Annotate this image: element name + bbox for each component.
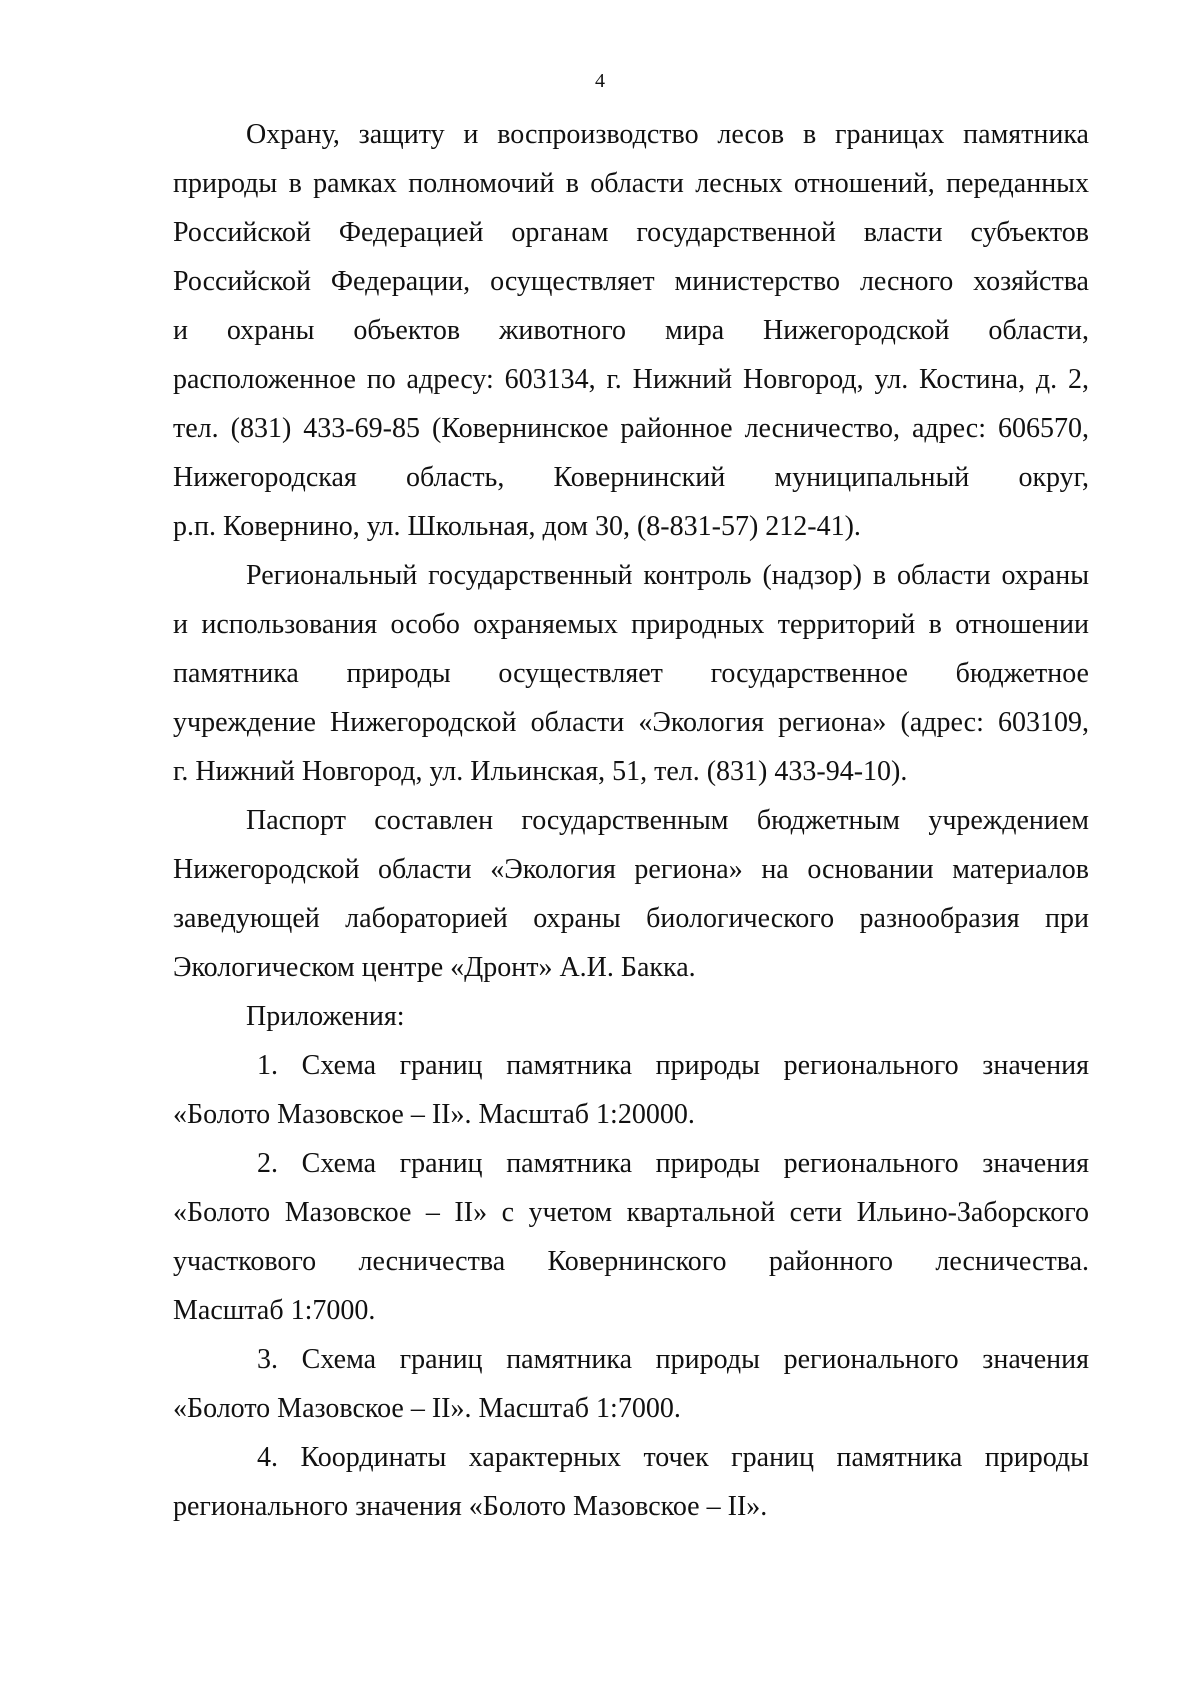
paragraph-passport: [173, 796, 1089, 992]
paragraph-forest-protection: [173, 110, 1089, 551]
text-line: Российской Федерацией органам государственной власти субъектов: [173, 217, 1089, 248]
text-line: 1. Схема границ памятника природы регионального значения: [257, 1050, 1089, 1081]
text-line: г. Нижний Новгород, ул. Ильинская, 51, тел. (831) 433-94-10).: [173, 756, 908, 787]
page-number: 4: [595, 70, 605, 92]
text-line: тел. (831) 433-69-85 (Ковернинское районное лесничество, адрес: 606570,: [173, 413, 1089, 444]
text-line: «Болото Мазовское – II» с учетом квартальной сети Ильино-Заборского: [173, 1197, 1089, 1228]
appendix-item: [173, 1139, 1089, 1335]
text-line: заведующей лабораторией охраны биологического разнообразия при: [173, 903, 1089, 934]
text-line: Региональный государственный контроль (надзор) в области охраны: [246, 560, 1089, 591]
appendix-item: [173, 1433, 1089, 1531]
text-line: природы в рамках полномочий в области лесных отношений, переданных: [173, 168, 1089, 199]
appendix-heading: [173, 992, 1089, 1041]
text-line: Паспорт составлен государственным бюджетным учреждением: [246, 805, 1089, 836]
text-line: Охрану, защиту и воспроизводство лесов в границах памятника: [246, 119, 1089, 150]
document-body: [173, 110, 1089, 1531]
text-line: «Болото Мазовское – II». Масштаб 1:7000.: [173, 1393, 681, 1424]
text-line: памятника природы осуществляет государственное бюджетное: [173, 658, 1089, 689]
appendix-item: [173, 1335, 1089, 1433]
text-line: Нижегородской области «Экология региона» на основании материалов: [173, 854, 1089, 885]
text-line: Экологическом центре «Дронт» А.И. Бакка.: [173, 952, 696, 983]
text-line: «Болото Мазовское – II». Масштаб 1:20000.: [173, 1099, 695, 1130]
text-line: Нижегородская область, Ковернинский муниципальный округ,: [173, 462, 1089, 493]
paragraph-regional-control: [173, 551, 1089, 796]
text-line: Российской Федерации, осуществляет министерство лесного хозяйства: [173, 266, 1089, 297]
text-line: 2. Схема границ памятника природы регионального значения: [257, 1148, 1089, 1179]
text-line: р.п. Ковернино, ул. Школьная, дом 30, (8-831-57) 212-41).: [173, 511, 861, 542]
text-line: 3. Схема границ памятника природы регионального значения: [257, 1344, 1089, 1375]
appendix-item: [173, 1041, 1089, 1139]
text-line: Приложения:: [246, 1001, 405, 1032]
text-line: учреждение Нижегородской области «Экология региона» (адрес: 603109,: [173, 707, 1089, 738]
text-line: Масштаб 1:7000.: [173, 1295, 376, 1326]
text-line: расположенное по адресу: 603134, г. Нижний Новгород, ул. Костина, д. 2,: [173, 364, 1089, 395]
text-line: регионального значения «Болото Мазовское – II».: [173, 1491, 768, 1522]
text-line: участкового лесничества Ковернинского районного лесничества.: [173, 1246, 1089, 1277]
text-line: 4. Координаты характерных точек границ памятника природы: [257, 1442, 1089, 1473]
text-line: и охраны объектов животного мира Нижегородской области,: [173, 315, 1089, 346]
text-line: и использования особо охраняемых природных территорий в отношении: [173, 609, 1089, 640]
